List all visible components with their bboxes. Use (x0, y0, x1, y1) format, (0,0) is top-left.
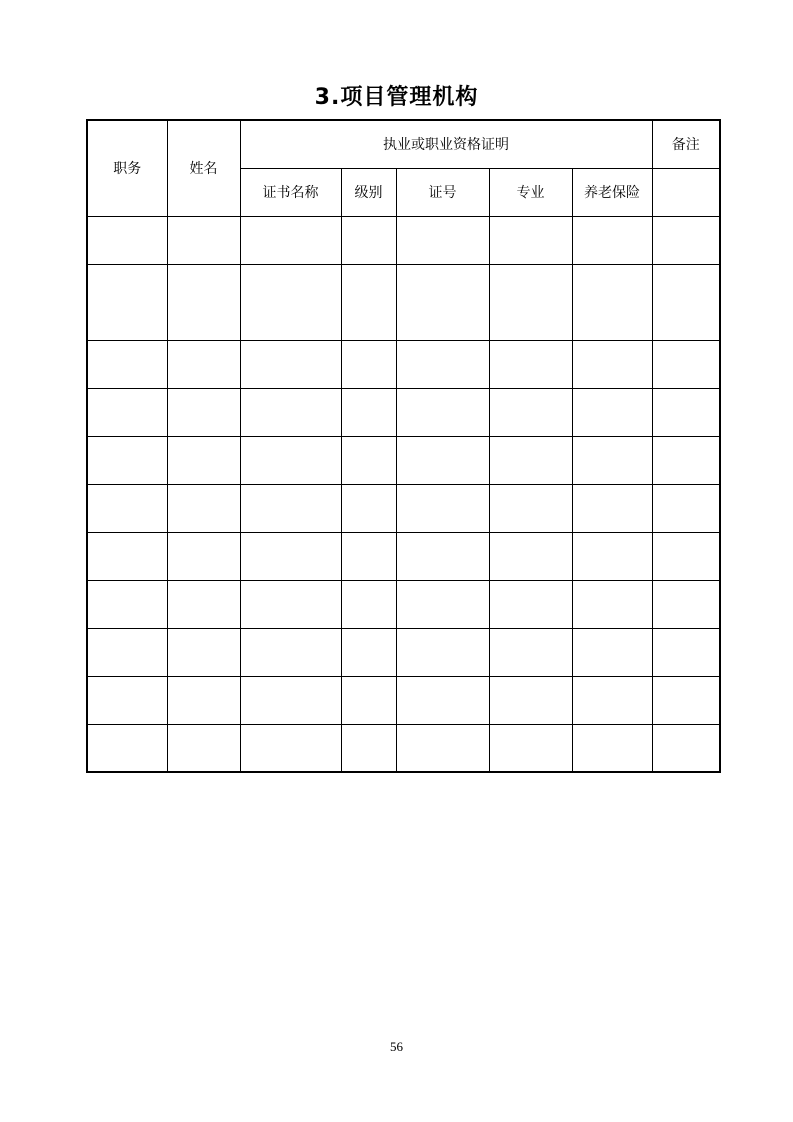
header-row-1 (87, 120, 720, 168)
table-row (87, 436, 720, 484)
table-row (87, 264, 720, 340)
table-row (87, 676, 720, 724)
table-row (87, 532, 720, 580)
page-number: 56 (390, 1039, 403, 1054)
table-row (87, 580, 720, 628)
header-pension-insurance: 养老保险 (572, 168, 652, 216)
header-specialty: 专业 (489, 168, 572, 216)
table-row (87, 724, 720, 772)
header-remarks: 备注 (652, 120, 720, 168)
table-row (87, 216, 720, 264)
table-row (87, 388, 720, 436)
header-remarks-blank (652, 168, 720, 216)
header-certificate-number: 证号 (396, 168, 489, 216)
table-row (87, 628, 720, 676)
table-row (87, 340, 720, 388)
header-name: 姓名 (167, 120, 240, 216)
page-title: 3.项目管理机构 (314, 85, 479, 110)
header-qualification: 执业或职业资格证明 (240, 120, 652, 168)
management-table (86, 119, 721, 773)
table-row (87, 484, 720, 532)
header-certificate-name: 证书名称 (240, 168, 341, 216)
header-position: 职务 (87, 120, 167, 216)
header-level: 级别 (341, 168, 396, 216)
